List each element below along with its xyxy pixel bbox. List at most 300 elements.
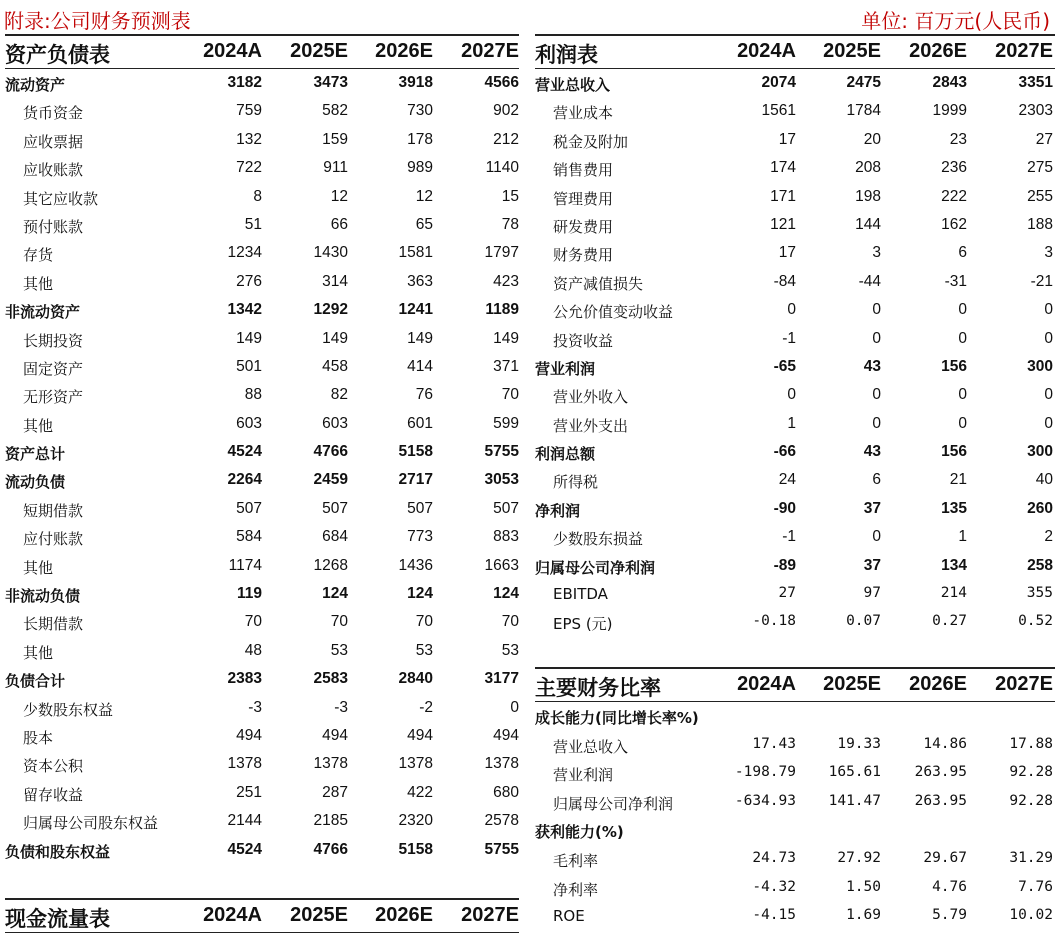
table-row [535, 353, 1055, 381]
cell-value: 300 [1027, 357, 1053, 375]
row-label: 净利率 [553, 880, 599, 899]
year-header: 2026E [909, 40, 967, 62]
table-row [535, 902, 1055, 931]
year-header: 2025E [290, 904, 348, 926]
cell-value: 135 [941, 499, 967, 517]
cell-value: -3 [334, 698, 348, 716]
cell-value: 3 [872, 244, 881, 262]
cell-value: 70 [501, 613, 519, 631]
cell-value: 680 [493, 783, 519, 801]
cell-value: 276 [236, 272, 262, 290]
ratios-title: 主要财务比率 [535, 676, 661, 700]
table-row [5, 807, 519, 835]
cell-value: 2383 [227, 670, 262, 688]
row-label: 研发费用 [553, 217, 614, 236]
balance-sheet-title: 资产负债表 [5, 43, 110, 67]
cell-value: 2320 [398, 812, 433, 830]
cell-value: 1234 [227, 244, 262, 262]
table-row [535, 296, 1055, 324]
cell-value: 507 [322, 499, 348, 517]
table-row [5, 694, 519, 722]
cell-value: 92.28 [1009, 792, 1053, 809]
cell-value: -0.18 [752, 613, 796, 630]
row-label: 负债和股东权益 [5, 842, 111, 861]
cell-value: 53 [501, 641, 519, 659]
cell-value: 1797 [484, 244, 519, 262]
cell-value: 3 [1044, 244, 1053, 262]
cell-value: 70 [244, 613, 262, 631]
cell-value: 97 [863, 585, 881, 602]
cell-value: 3473 [313, 74, 348, 91]
cell-value: 422 [407, 783, 433, 801]
cell-value: 17.88 [1009, 735, 1053, 752]
row-label: 其他 [23, 274, 54, 293]
cell-value: -198.79 [734, 764, 796, 781]
cell-value: 3053 [484, 471, 519, 489]
table-row [5, 836, 519, 864]
cell-value: 883 [493, 528, 519, 546]
cell-value: 10.02 [1009, 907, 1053, 924]
cell-value: 1342 [227, 301, 262, 319]
table-row [535, 126, 1055, 154]
cell-value: 287 [322, 783, 348, 801]
row-label: EPS (元) [553, 615, 613, 634]
cell-value: 51 [244, 215, 262, 233]
appendix-title: 附录:公司财务预测表 [4, 9, 191, 33]
cell-value: 2583 [313, 670, 348, 688]
table-row [5, 779, 519, 807]
table-row [535, 239, 1055, 267]
cell-value: -90 [773, 499, 796, 517]
row-label: 流动资产 [5, 76, 66, 94]
cell-value: 5158 [398, 443, 433, 461]
cell-value: 2074 [761, 74, 796, 91]
cell-value: 4766 [313, 443, 348, 461]
cell-value: 2 [1044, 528, 1053, 546]
cell-value: 24.73 [752, 849, 796, 866]
cell-value: -4.32 [752, 878, 796, 895]
cell-value: 149 [236, 329, 262, 347]
cell-value: 300 [1027, 443, 1053, 461]
row-label: 少数股东权益 [23, 700, 114, 719]
cell-value: 149 [493, 329, 519, 347]
cell-value: 1784 [846, 102, 881, 120]
cell-value: 2459 [313, 471, 348, 489]
row-label: 营业外支出 [553, 416, 629, 435]
row-label: 其他 [23, 558, 54, 577]
income-statement-title: 利润表 [535, 43, 598, 67]
cash-flow-table [5, 898, 519, 933]
table-row [535, 816, 1055, 845]
cell-value: 2144 [227, 812, 262, 830]
table-row [5, 466, 519, 494]
year-header: 2027E [995, 40, 1053, 62]
cell-value: 27 [778, 585, 796, 602]
cell-value: -66 [773, 443, 796, 461]
row-label: 应收票据 [23, 132, 84, 151]
cell-value: 119 [236, 585, 262, 603]
income-statement-header [535, 34, 1055, 69]
cell-value: 414 [407, 357, 433, 375]
cell-value: -1 [782, 329, 796, 347]
cell-value: 141.47 [828, 792, 881, 809]
row-label: 流动负债 [5, 473, 66, 492]
table-row [5, 381, 519, 409]
cell-value: 5755 [484, 443, 519, 461]
row-label: ROE [553, 907, 585, 926]
balance-sheet-header [5, 34, 519, 69]
cell-value: 43 [863, 443, 881, 461]
year-header: 2025E [823, 673, 881, 695]
year-header: 2026E [375, 904, 433, 926]
cell-value: 1140 [485, 159, 519, 177]
cell-value: 1378 [227, 755, 262, 773]
row-label: 非流动负债 [5, 587, 81, 606]
cell-value: 144 [855, 215, 881, 233]
row-label: 归属母公司净利润 [553, 794, 674, 813]
cell-value: 263.95 [914, 764, 967, 781]
cell-value: 214 [940, 585, 967, 602]
cell-value: 501 [236, 357, 262, 375]
cell-value: -84 [773, 272, 796, 290]
row-label: 股本 [23, 728, 54, 747]
cell-value: 17 [778, 244, 796, 262]
table-row [5, 325, 519, 353]
cell-value: -2 [419, 698, 433, 716]
cell-value: 730 [407, 102, 433, 120]
table-row [5, 722, 519, 750]
cell-value: 2840 [398, 670, 433, 688]
row-label: 营业成本 [553, 104, 614, 123]
table-row [5, 97, 519, 125]
row-label: 管理费用 [553, 189, 614, 208]
cell-value: 15 [501, 187, 519, 205]
table-row [5, 69, 519, 97]
row-label: 销售费用 [553, 161, 614, 180]
cell-value: 1268 [313, 556, 348, 574]
table-row [535, 523, 1055, 551]
cell-value: 507 [407, 499, 433, 517]
cell-value: 2264 [227, 471, 262, 489]
cash-flow-title: 现金流量表 [5, 907, 110, 931]
cell-value: 255 [1027, 187, 1053, 205]
cell-value: 263.95 [914, 792, 967, 809]
cell-value: 4524 [227, 840, 262, 858]
cell-value: 156 [941, 443, 967, 461]
cell-value: 0 [1044, 301, 1053, 319]
cell-value: 171 [770, 187, 796, 205]
table-row [5, 637, 519, 665]
cell-value: 162 [941, 215, 967, 233]
cell-value: -634.93 [734, 792, 796, 809]
cell-value: 132 [236, 130, 262, 148]
row-label: 其它应收款 [23, 189, 99, 208]
table-row [535, 183, 1055, 211]
table-row [5, 126, 519, 154]
cell-value: 0 [958, 301, 967, 319]
table-row [5, 495, 519, 523]
cell-value: -3 [248, 698, 262, 716]
cell-value: 222 [941, 187, 967, 205]
cell-value: 773 [407, 528, 433, 546]
cell-value: 149 [407, 329, 433, 347]
cell-value: 66 [330, 215, 348, 233]
cell-value: 0 [1044, 414, 1053, 432]
row-label: 净利润 [535, 501, 581, 520]
ratios-table [535, 667, 1055, 931]
table-row [535, 874, 1055, 903]
cell-value: 1189 [485, 301, 519, 319]
cell-value: 92.28 [1009, 764, 1053, 781]
cell-value: 258 [1027, 556, 1053, 574]
cell-value: 599 [493, 414, 519, 432]
table-row [5, 523, 519, 551]
cell-value: 0 [872, 528, 881, 546]
table-row [535, 154, 1055, 182]
table-row [535, 495, 1055, 523]
cell-value: 124 [493, 585, 519, 603]
cell-value: 603 [322, 414, 348, 432]
cell-value: 902 [493, 102, 519, 120]
row-label: 资产总计 [5, 445, 66, 464]
cell-value: 19.33 [837, 735, 881, 752]
cell-value: 149 [322, 329, 348, 347]
year-header: 2027E [461, 40, 519, 62]
cell-value: 121 [770, 215, 796, 233]
cell-value: 601 [407, 414, 433, 432]
cell-value: 507 [493, 499, 519, 517]
row-label: 长期投资 [23, 331, 84, 350]
cell-value: 1174 [228, 556, 262, 574]
cell-value: 0 [1044, 386, 1053, 404]
cell-value: 37 [863, 499, 881, 517]
row-label: 其他 [23, 643, 54, 662]
cell-value: 1561 [761, 102, 796, 120]
table-row [5, 552, 519, 580]
cell-value: 1663 [484, 556, 519, 574]
table-row [535, 702, 1055, 731]
year-header: 2025E [823, 40, 881, 62]
cell-value: 2843 [932, 74, 967, 91]
cell-value: 0.27 [932, 613, 967, 630]
year-header: 2024A [203, 904, 262, 926]
year-header: 2026E [909, 673, 967, 695]
row-label: 投资收益 [553, 331, 614, 350]
cell-value: 2717 [398, 471, 433, 489]
cell-value: 14.86 [923, 735, 967, 752]
cell-value: 355 [1026, 585, 1053, 602]
row-label: 税金及附加 [553, 132, 629, 151]
cell-value: 3351 [1018, 74, 1053, 91]
row-label: 负债合计 [5, 672, 66, 691]
row-label: 利润总额 [535, 445, 596, 464]
row-label: 所得税 [553, 473, 599, 492]
cell-value: 251 [236, 783, 262, 801]
cell-value: 174 [770, 159, 796, 177]
cell-value: 1 [958, 528, 967, 546]
cell-value: -89 [773, 556, 796, 574]
cell-value: 27 [1035, 130, 1053, 148]
cell-value: 7.76 [1018, 878, 1053, 895]
table-row [5, 580, 519, 608]
row-label: 营业利润 [535, 359, 596, 378]
table-row [535, 580, 1055, 608]
cell-value: 275 [1027, 159, 1053, 177]
cell-value: 70 [330, 613, 348, 631]
cell-value: 0 [958, 329, 967, 347]
row-label: 公允价值变动收益 [553, 303, 674, 322]
year-header: 2027E [995, 673, 1053, 695]
cell-value: 458 [322, 357, 348, 375]
year-header: 2025E [290, 40, 348, 62]
table-row [5, 211, 519, 239]
cell-value: 23 [949, 130, 967, 148]
cell-value: 1430 [313, 244, 348, 262]
cell-value: 17 [778, 130, 796, 148]
row-label: 毛利率 [553, 851, 599, 870]
cell-value: 48 [244, 641, 262, 659]
cell-value: 0 [510, 698, 519, 716]
row-label: 归属母公司净利润 [535, 558, 656, 577]
cell-value: 124 [407, 585, 433, 603]
cell-value: 5.79 [932, 907, 967, 924]
table-row [5, 154, 519, 182]
cell-value: 911 [323, 159, 348, 177]
cell-value: 5755 [484, 840, 519, 858]
row-label: 预付账款 [23, 217, 84, 236]
balance-sheet-table [5, 34, 519, 864]
table-row [535, 268, 1055, 296]
cell-value: 27.92 [837, 849, 881, 866]
row-label: 财务费用 [553, 246, 614, 265]
table-row [535, 466, 1055, 494]
cell-value: 722 [236, 159, 262, 177]
cell-value: 1581 [398, 244, 433, 262]
unit-label: 单位: 百万元(人民币) [861, 9, 1050, 33]
cell-value: 37 [863, 556, 881, 574]
cell-value: 507 [236, 499, 262, 517]
cell-value: 494 [322, 726, 348, 744]
table-row [535, 410, 1055, 438]
cell-value: 76 [415, 386, 433, 404]
cell-value: 0 [1044, 329, 1053, 347]
cell-value: 0.07 [846, 613, 881, 630]
row-label: 应付账款 [23, 530, 84, 549]
cell-value: 82 [330, 386, 348, 404]
cell-value: 4766 [313, 840, 348, 858]
row-label: 资本公积 [23, 757, 84, 776]
row-label: 非流动资产 [5, 303, 81, 322]
table-row [5, 296, 519, 324]
cell-value: 989 [407, 159, 433, 177]
row-label: 营业总收入 [553, 737, 629, 756]
row-label: 长期借款 [23, 615, 84, 634]
table-row [535, 552, 1055, 580]
cell-value: 156 [941, 357, 967, 375]
cell-value: 188 [1027, 215, 1053, 233]
cell-value: 0 [958, 386, 967, 404]
cell-value: 0.52 [1018, 613, 1053, 630]
cell-value: 1999 [932, 102, 967, 120]
year-header: 2027E [461, 904, 519, 926]
cell-value: 4.76 [932, 878, 967, 895]
cell-value: 0 [958, 414, 967, 432]
year-header: 2024A [737, 40, 796, 62]
row-label: EBITDA [553, 585, 608, 604]
table-row [535, 211, 1055, 239]
cell-value: -21 [1030, 272, 1053, 290]
cell-value: 759 [236, 102, 262, 120]
row-label: 资产减值损失 [553, 274, 644, 293]
table-row [535, 759, 1055, 788]
cell-value: 8 [253, 187, 262, 205]
cell-value: 494 [236, 726, 262, 744]
table-row [5, 750, 519, 778]
cell-value: -4.15 [752, 907, 796, 924]
year-header: 2026E [375, 40, 433, 62]
cell-value: 684 [322, 528, 348, 546]
cell-value: 43 [863, 357, 881, 375]
ratios-header [535, 667, 1055, 702]
table-row [5, 665, 519, 693]
cell-value: 423 [493, 272, 519, 290]
cell-value: 584 [236, 528, 262, 546]
year-header: 2024A [203, 40, 262, 62]
cell-value: -1 [782, 528, 796, 546]
cell-value: 1436 [398, 556, 433, 574]
cell-value: 212 [493, 130, 519, 148]
table-row [5, 438, 519, 466]
cell-value: 3918 [398, 74, 433, 91]
row-label: 少数股东损益 [553, 530, 644, 549]
cell-value: 494 [493, 726, 519, 744]
cell-value: 70 [501, 386, 519, 404]
cell-value: 3177 [484, 670, 519, 688]
cell-value: 65 [415, 215, 433, 233]
table-row [535, 845, 1055, 874]
cell-value: 198 [855, 187, 881, 205]
cell-value: 88 [244, 386, 262, 404]
ratios-rows [535, 702, 1055, 931]
table-row [5, 183, 519, 211]
cell-value: 494 [407, 726, 433, 744]
cell-value: 165.61 [828, 764, 881, 781]
cell-value: 0 [872, 329, 881, 347]
cash-flow-header [5, 898, 519, 933]
row-label: 获利能力(%) [535, 823, 624, 842]
cell-value: 2303 [1018, 102, 1053, 120]
row-label: 营业利润 [553, 766, 614, 785]
row-label: 留存收益 [23, 785, 84, 804]
cell-value: 0 [787, 301, 796, 319]
cell-value: -31 [944, 272, 967, 290]
cell-value: 6 [872, 471, 881, 489]
cell-value: -65 [773, 357, 796, 375]
cell-value: 3182 [227, 74, 262, 91]
cell-value: 124 [322, 585, 348, 603]
table-row [535, 608, 1055, 636]
row-label: 营业外收入 [553, 388, 629, 407]
cell-value: 29.67 [923, 849, 967, 866]
table-row [5, 353, 519, 381]
table-row [535, 325, 1055, 353]
cell-value: 78 [501, 215, 519, 233]
cell-value: 582 [322, 102, 348, 120]
row-label: 无形资产 [23, 388, 84, 407]
income-statement-rows [535, 69, 1055, 637]
table-row [535, 788, 1055, 817]
table-row [535, 69, 1055, 97]
